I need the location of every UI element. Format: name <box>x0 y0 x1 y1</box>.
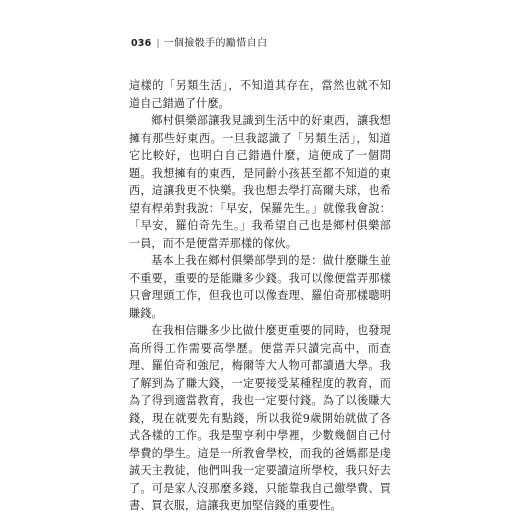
body-text <box>129 77 391 515</box>
header-separator: | <box>156 39 160 49</box>
paragraph-3: 基本上我在鄉村俱樂部學到的是：做什麼賺生並不重要，重要的是能賺多少錢。我可以像便當弄那樣只會理頭工作，但我也可以像查理、羅伯奇那樣聰明賺錢。 <box>129 254 391 320</box>
page-number: 036 <box>131 38 152 49</box>
paragraph-1: 這樣的「另類生活」，不知道其存在，當然也就不知道自己錯過了什麼。 <box>129 79 391 110</box>
book-title: 一個撿骰手的勵惜自白 <box>163 38 268 49</box>
paragraph-4: 在我相信賺多少比做什麼更重要的同時，也發現高所得工作需要高學歷。便當弄只讀完高中，而查理、羅伯奇和強尼，梅爾等大人物可都讀過大學。我了解到為了賺大錢，一定要接受某種程度的教育，而為了得到適當教育，我也一定要付錢。為了以後賺大錢，現在就要先有點錢，所以我從9歲開始就做了各式各樣的工作。我是聖亨利中學裡，少數幾個自己付學費的學生。這是一所教會學校，而我的爸媽都是虔誠天主教徒，他們叫我一定要讀這所學校，我只好去了。可是家人沒那麼多錢，只能靠我自己繳學費、買書、買衣服，這讓我更加堅信錢的重要性。 <box>129 324 391 512</box>
page-header <box>131 38 267 50</box>
paragraph-2: 鄉村俱樂部讓我見識到生活中的好東西，讓我想擁有那些好東西。一旦我認識了「另類生活」，知道它比較好，也明白自己錯過什麼，這便成了一個問題。我想擁有的東西，是同齡小孩甚至都不知道的東西，這讓我更不快樂。我也想去學打高爾夫球，也希望有桿弟對我說：「早安，保羅先生。」就像我會說：「早安，羅伯奇先生。」我希望自己也是鄉村俱樂部一員，而不是便當弄那樣的傢伙。 <box>129 114 391 250</box>
